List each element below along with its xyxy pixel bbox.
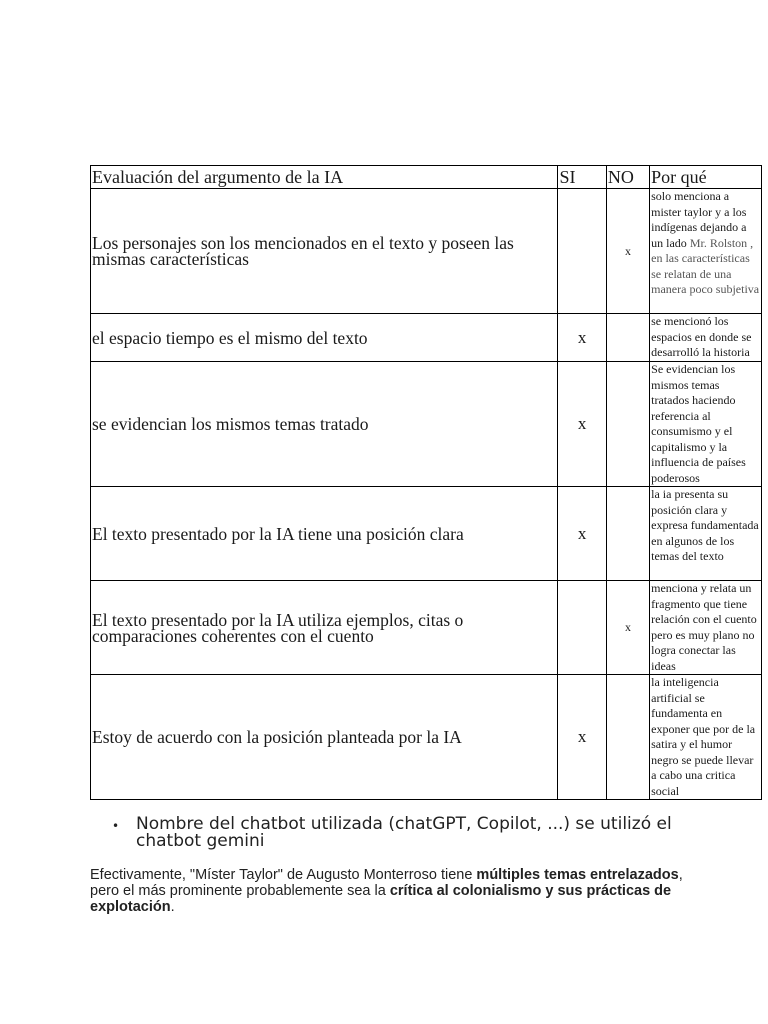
no-cell: [606, 487, 649, 581]
why-text-gray: Mr. Rolston , en las características se relatan de una manera poco subjetiva: [651, 235, 760, 296]
header-criterion: Evaluación del argumento de la IA: [91, 166, 558, 189]
why-cell: [650, 189, 762, 314]
why-cell: menciona y relata un fragmento que tiene relación con el cuento pero es muy plano no logra conectar las ideas: [650, 581, 762, 675]
why-text: solo menciona a mister taylor y a los indígenas dejando a un lado: [651, 189, 747, 250]
si-cell: x: [558, 675, 606, 800]
table-header-row: [91, 166, 762, 189]
criterion-cell: Estoy de acuerdo con la posición planteada por la IA: [91, 675, 558, 800]
si-cell: x: [558, 362, 606, 487]
criterion-cell: el espacio tiempo es el mismo del texto: [91, 314, 558, 362]
table-row: [91, 362, 762, 487]
table-row: [91, 189, 762, 314]
criterion-cell: Los personajes son los mencionados en el texto y poseen las mismas características: [91, 189, 558, 314]
bullet-icon: •: [112, 819, 120, 833]
si-cell: [558, 189, 606, 314]
ai-response-paragraph: [90, 867, 690, 915]
table-row: [91, 581, 762, 675]
no-cell: x: [606, 581, 649, 675]
chatbot-bullet-item: [112, 816, 672, 850]
evaluation-table: [90, 165, 762, 800]
criterion-cell: se evidencian los mismos temas tratado: [91, 362, 558, 487]
no-cell: [606, 362, 649, 487]
paragraph-text: .: [170, 899, 175, 915]
why-cell: se mencionó los espacios en donde se desarrolló la historia: [650, 314, 762, 362]
no-cell: [606, 314, 649, 362]
table-row: [91, 675, 762, 800]
why-cell: la inteligencia artificial se fundamenta en exponer que por de la satira y el humor negro se puede llevar a cabo una critica social: [650, 675, 762, 800]
si-cell: x: [558, 314, 606, 362]
no-cell: x: [606, 189, 649, 314]
si-cell: [558, 581, 606, 675]
paragraph-text: Efectivamente, "Míster Taylor" de Augusto Monterroso tiene: [90, 867, 477, 883]
table-row: [91, 487, 762, 581]
why-cell: la ia presenta su posición clara y expresa fundamentada en algunos de los temas del texto: [650, 487, 762, 581]
si-cell: x: [558, 487, 606, 581]
paragraph-bold-text: múltiples temas entrelazados: [476, 867, 679, 883]
header-no: NO: [606, 166, 649, 189]
paragraph-text: , pero el más prominente probablemente sea la: [90, 867, 683, 899]
paragraph-bold-text: crítica al colonialismo y sus prácticas de explotación: [90, 883, 672, 915]
header-why: Por qué: [650, 166, 762, 189]
criterion-cell: El texto presentado por la IA utiliza ejemplos, citas o comparaciones coherentes con el cuento: [91, 581, 558, 675]
criterion-cell: El texto presentado por la IA tiene una posición clara: [91, 487, 558, 581]
why-cell: Se evidencian los mismos temas tratados haciendo referencia al consumismo y el capitalismo y la influencia de países poderosos: [650, 362, 762, 487]
table-row: [91, 314, 762, 362]
no-cell: [606, 675, 649, 800]
bullet-text: Nombre del chatbot utilizada (chatGPT, Copilot, ...) se utilizó el chatbot gemini: [136, 814, 672, 851]
header-si: SI: [558, 166, 606, 189]
